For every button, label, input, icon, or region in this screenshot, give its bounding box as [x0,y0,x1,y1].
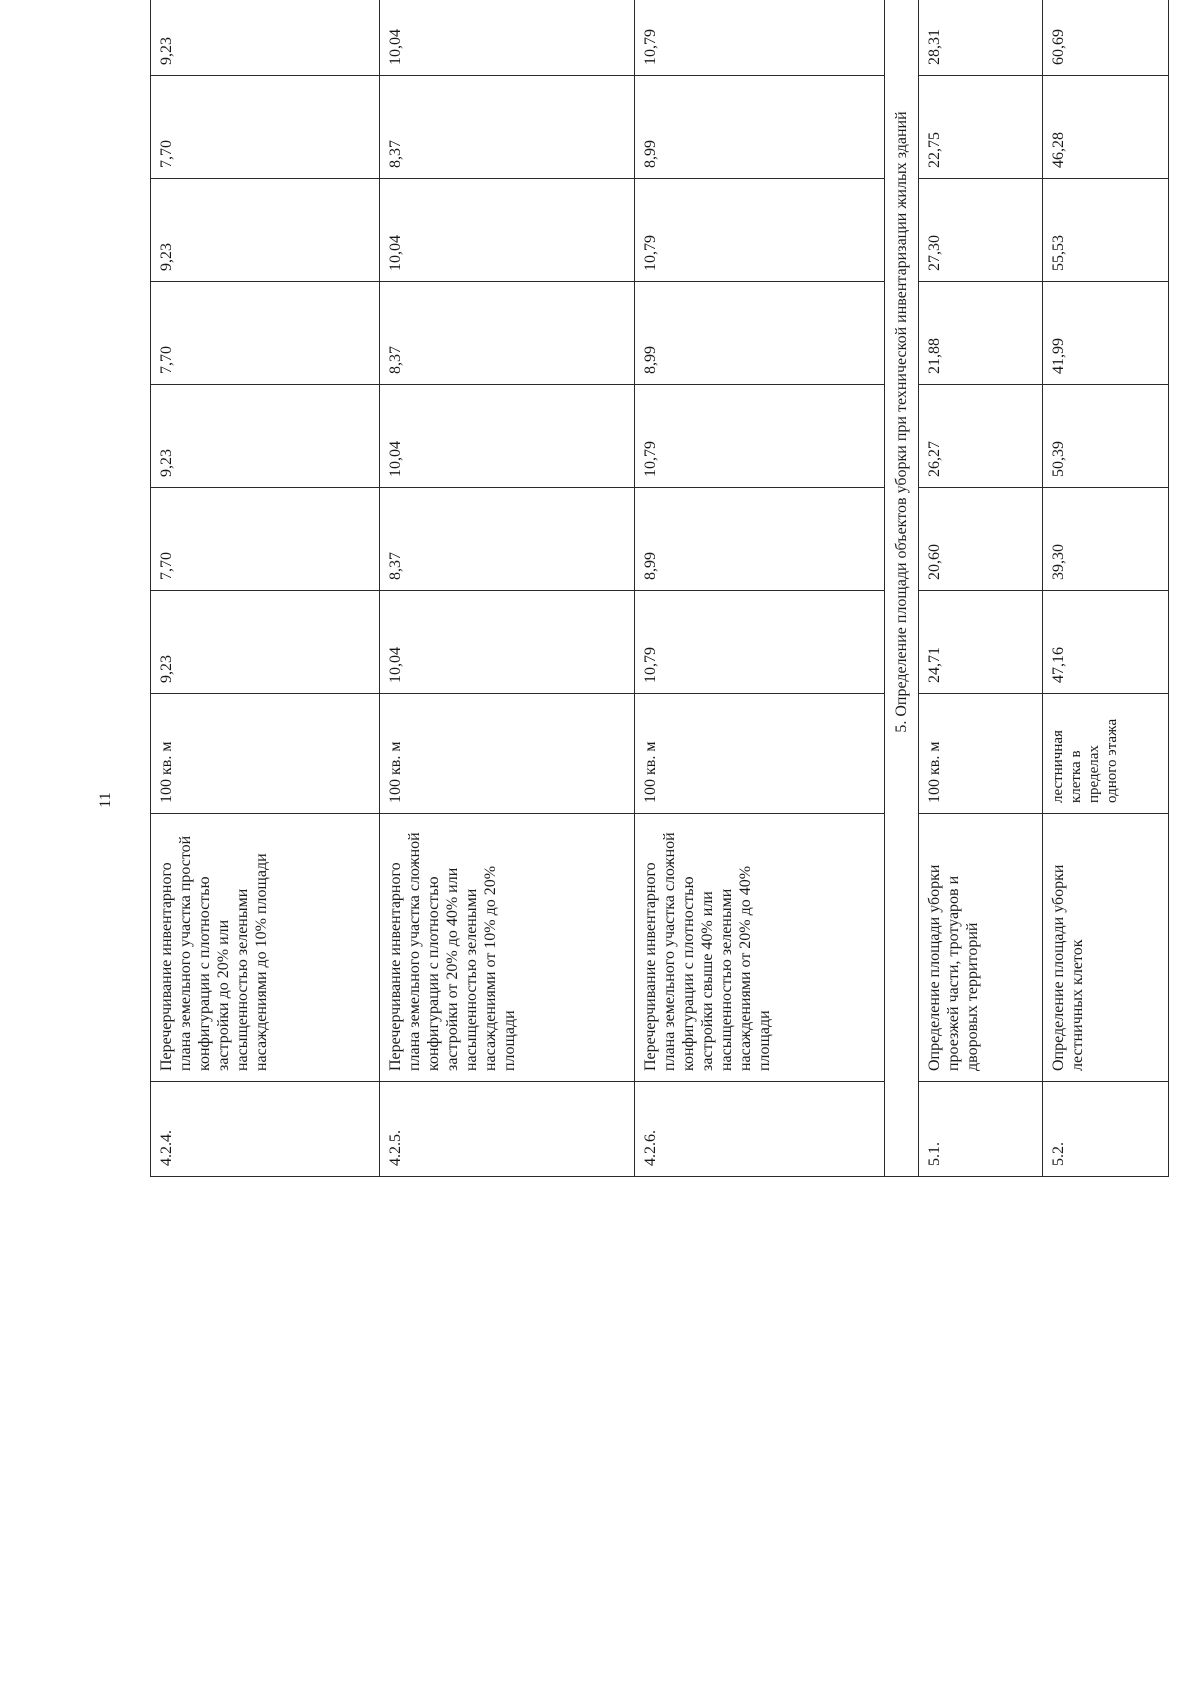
value-cell: 8,37 [380,76,635,179]
value-cell: 10,79 [634,591,884,694]
row-unit: 100 кв. м [634,694,884,814]
row-unit: 100 кв. м [151,694,380,814]
value-cell: 24,71 [919,591,1043,694]
value-cell: 8,99 [634,488,884,591]
value-cell: 60,69 [1042,0,1168,76]
value-cell: 8,37 [380,488,635,591]
value-cell: 27,30 [919,179,1043,282]
row-number: 4.2.4. [151,1082,380,1177]
value-cell: 50,39 [1042,385,1168,488]
value-cell: 55,53 [1042,179,1168,282]
row-unit: 100 кв. м [380,694,635,814]
value-cell: 7,70 [151,488,380,591]
value-cell: 10,79 [634,385,884,488]
value-cell: 9,23 [151,385,380,488]
section-title: 5. Определение площади объектов уборки при технической инвентаризации жилых зданий [884,0,918,1177]
table-row [919,0,1043,1177]
value-cell: 7,70 [151,76,380,179]
value-cell: 41,99 [1042,282,1168,385]
row-unit: 100 кв. м [919,694,1043,814]
table-row [1042,0,1168,1177]
tariff-table [150,0,1169,1177]
table-row [634,0,884,1177]
value-cell: 7,70 [151,282,380,385]
row-number: 4.2.5. [380,1082,635,1177]
value-cell: 47,16 [1042,591,1168,694]
row-number: 4.2.6. [634,1082,884,1177]
value-cell: 8,99 [634,282,884,385]
row-unit: лестничная клетка в пределах одного этажа [1042,694,1168,814]
value-cell: 39,30 [1042,488,1168,591]
value-cell: 8,37 [380,282,635,385]
value-cell: 8,99 [634,76,884,179]
row-number: 5.1. [919,1082,1043,1177]
value-cell: 26,27 [919,385,1043,488]
table-row [151,0,380,1177]
value-cell: 46,28 [1042,76,1168,179]
value-cell: 21,88 [919,282,1043,385]
value-cell: 10,04 [380,179,635,282]
row-description: Определение площади уборки лестничных клеток [1042,814,1168,1082]
page-number: 11 [97,792,114,808]
value-cell: 28,31 [919,0,1043,76]
value-cell: 9,23 [151,0,380,76]
row-description: Перечерчивание инвентарного плана земельного участка сложной конфигурации с плотностью застройки от 20% до 40% или насыщенностью зелеными насаждениями от 10% до 20% площади [380,814,635,1082]
value-cell: 9,23 [151,179,380,282]
row-description: Перечерчивание инвентарного плана земельного участка простой конфигурации с плотностью застройки до 20% или насыщенностью зелеными насаждениями до 10% площади [151,814,380,1082]
value-cell: 22,75 [919,76,1043,179]
rotated-table [150,0,1169,1177]
row-description: Перечерчивание инвентарного плана земельного участка сложной конфигурации с плотностью застройки свыше 40% или насыщенностью зелеными насаждениями от 20% до 40% площади [634,814,884,1082]
section-header-row [884,0,918,1177]
value-cell: 10,04 [380,0,635,76]
value-cell: 10,04 [380,385,635,488]
value-cell: 9,23 [151,591,380,694]
row-number: 5.2. [1042,1082,1168,1177]
row-description: Определение площади уборки проезжей части, тротуаров и дворовых территорий [919,814,1043,1082]
value-cell: 10,79 [634,179,884,282]
value-cell: 10,04 [380,591,635,694]
value-cell: 10,79 [634,0,884,76]
table-row [380,0,635,1177]
value-cell: 20,60 [919,488,1043,591]
